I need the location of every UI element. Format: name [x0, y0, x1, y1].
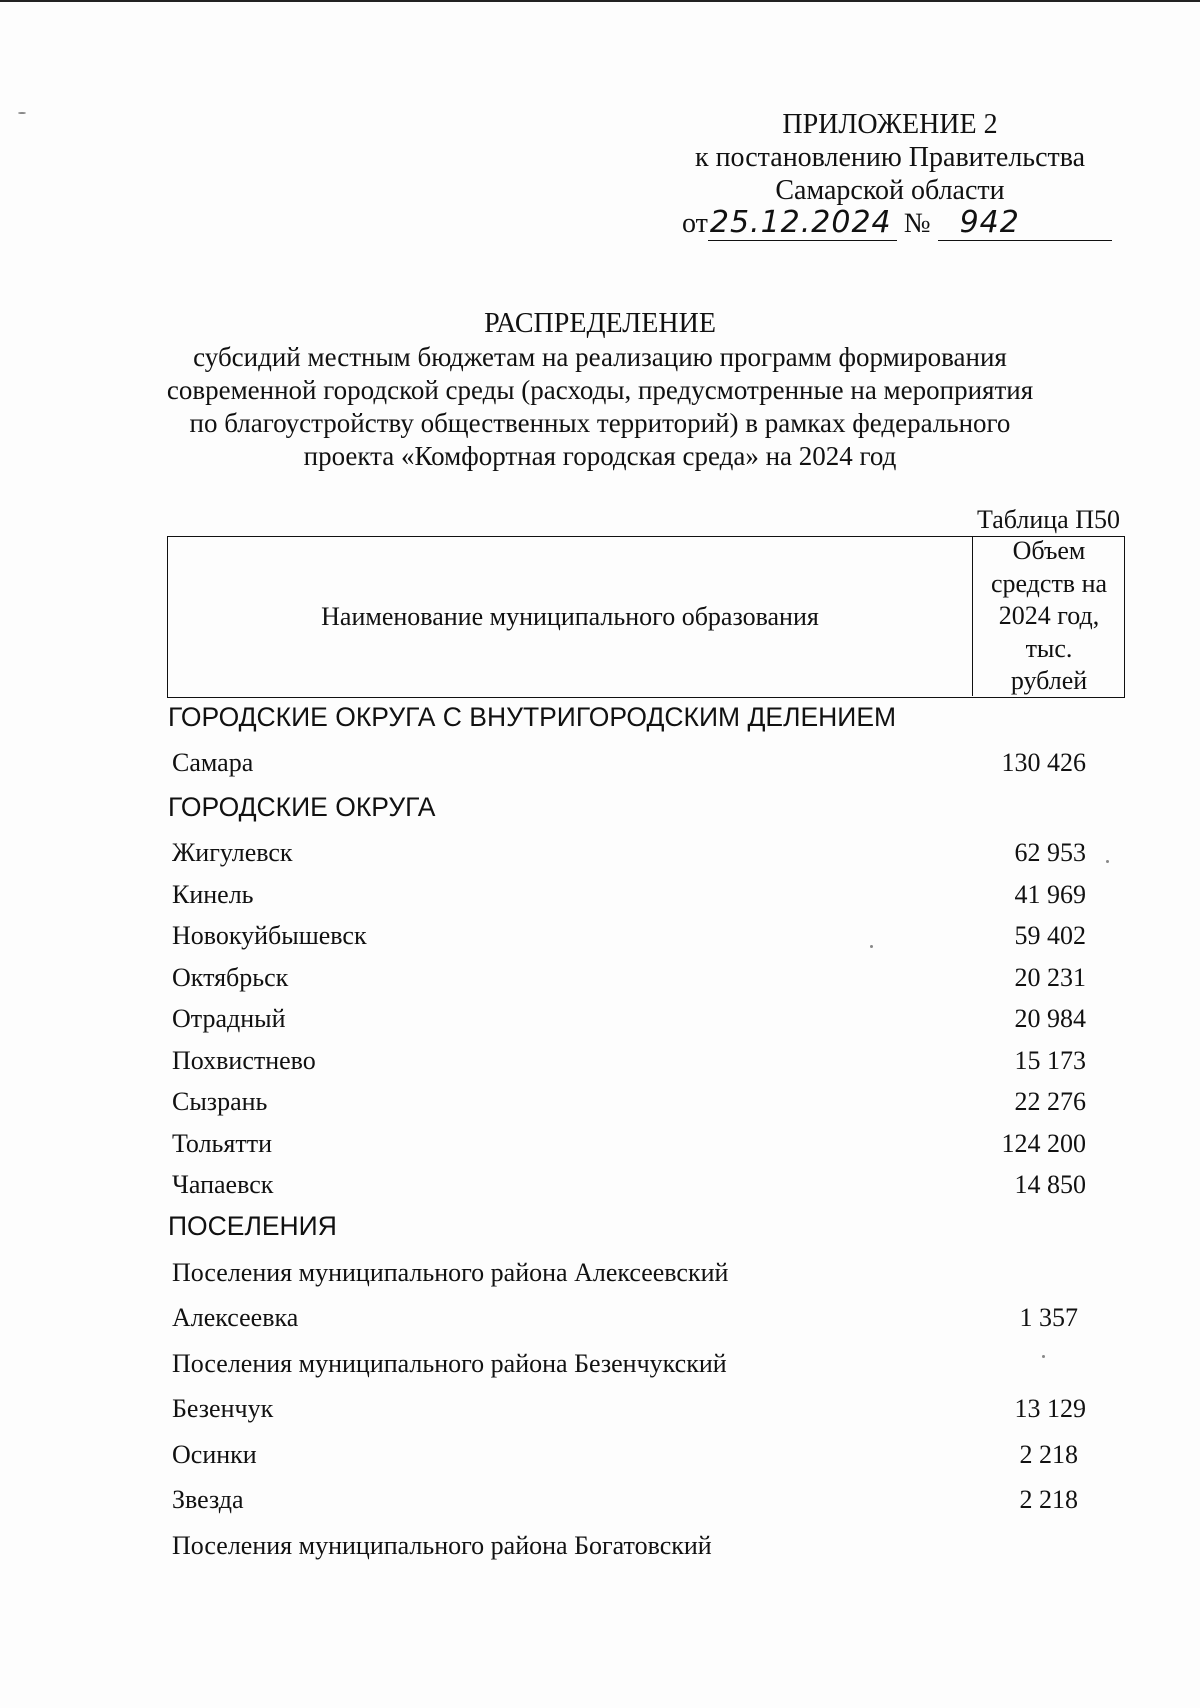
header-name-cell: Наименование муниципального образования [168, 537, 973, 696]
header-volume-line: рублей [1010, 666, 1088, 696]
title-heading: РАСПРЕДЕЛЕНИЕ [484, 308, 716, 339]
row-value: 20 984 [1014, 1004, 1086, 1033]
table-row [172, 1004, 1092, 1040]
row-value: 14 850 [1014, 1170, 1086, 1199]
row-value: 41 969 [1014, 880, 1086, 909]
scan-speck [1106, 860, 1109, 863]
row-name: ГОРОДСКИЕ ОКРУГА [168, 792, 436, 822]
handwritten-date: 25.12.2024 [708, 206, 897, 241]
table-row [172, 880, 1092, 916]
handwritten-number: 942 [938, 206, 1112, 241]
table-row [172, 1258, 1092, 1294]
table-row [172, 921, 1092, 957]
table-row [168, 1211, 1088, 1247]
table-row [172, 748, 1092, 784]
table-row [172, 1531, 1092, 1567]
appendix-region: Самарской области [775, 175, 1005, 206]
scan-speck [870, 945, 873, 948]
row-value: 15 173 [1014, 1046, 1086, 1075]
row-value: 1 357 [1019, 1303, 1078, 1332]
row-value: 124 200 [1001, 1129, 1086, 1158]
scan-speck [1042, 1355, 1045, 1358]
row-value: 22 276 [1014, 1087, 1086, 1116]
row-name: Поселения муниципального района Безенчукский [172, 1349, 727, 1378]
table-row [172, 1485, 1092, 1521]
row-name: Похвистнево [172, 1046, 316, 1075]
table-row [172, 1087, 1092, 1123]
row-name: Жигулевск [172, 838, 293, 867]
table-row [172, 1170, 1092, 1206]
row-name: Кинель [172, 880, 254, 909]
table-row [172, 1349, 1092, 1385]
row-name: Новокуйбышевск [172, 921, 367, 950]
table-row [172, 1129, 1092, 1165]
title-line-2: современной городской среды (расходы, предусмотренные на мероприятия [166, 375, 1034, 405]
table-row [172, 963, 1092, 999]
header-volume-line: Объем [1012, 536, 1086, 566]
row-name: Чапаевск [172, 1170, 274, 1199]
row-name: Сызрань [172, 1087, 268, 1116]
row-value: 13 129 [1014, 1394, 1086, 1423]
number-prefix: № [903, 208, 931, 239]
date-prefix: от [682, 208, 708, 239]
table-row [172, 1046, 1092, 1082]
row-value: 2 218 [1019, 1485, 1078, 1514]
row-name: Безенчук [172, 1394, 274, 1423]
row-name: Тольятти [172, 1129, 273, 1158]
appendix-decree-ref: к постановлению Правительства [694, 142, 1086, 173]
table-row [172, 1394, 1092, 1430]
row-name: Самара [172, 748, 254, 777]
row-name: Звезда [172, 1485, 244, 1514]
row-value: 20 231 [1014, 963, 1086, 992]
title-line-1: субсидий местным бюджетам на реализацию программ формирования [193, 342, 1007, 372]
row-value: 2 218 [1019, 1440, 1078, 1469]
row-value: 62 953 [1014, 838, 1086, 867]
header-volume-line: средств на [990, 568, 1108, 598]
row-name: Поселения муниципального района Богатовский [172, 1531, 712, 1560]
table-row [172, 838, 1092, 874]
row-name: Алексеевка [172, 1303, 299, 1332]
row-name: Отрадный [172, 1004, 286, 1033]
table-row [168, 702, 1088, 738]
row-name: Осинки [172, 1440, 257, 1469]
row-name: Октябрьск [172, 963, 289, 992]
row-value: 59 402 [1014, 921, 1086, 950]
table-row [168, 792, 1088, 828]
row-name: Поселения муниципального района Алексеевский [172, 1258, 729, 1287]
appendix-title: ПРИЛОЖЕНИЕ 2 [782, 109, 998, 140]
scan-speck [18, 112, 26, 114]
row-name: ГОРОДСКИЕ ОКРУГА С ВНУТРИГОРОДСКИМ ДЕЛЕНИЕМ [168, 702, 897, 732]
table-row [172, 1303, 1092, 1339]
header-volume-line: тыс. [1025, 633, 1073, 663]
row-value: 130 426 [1001, 748, 1086, 777]
title-line-3: по благоустройству общественных территорий) в рамках федерального [189, 408, 1011, 438]
title-line-4: проекта «Комфортная городская среда» на 2024 год [303, 441, 897, 471]
table-row [172, 1440, 1092, 1476]
table-label: Таблица П50 [977, 505, 1120, 534]
row-name: ПОСЕЛЕНИЯ [168, 1211, 337, 1241]
header-volume-line: 2024 год, [998, 601, 1100, 631]
